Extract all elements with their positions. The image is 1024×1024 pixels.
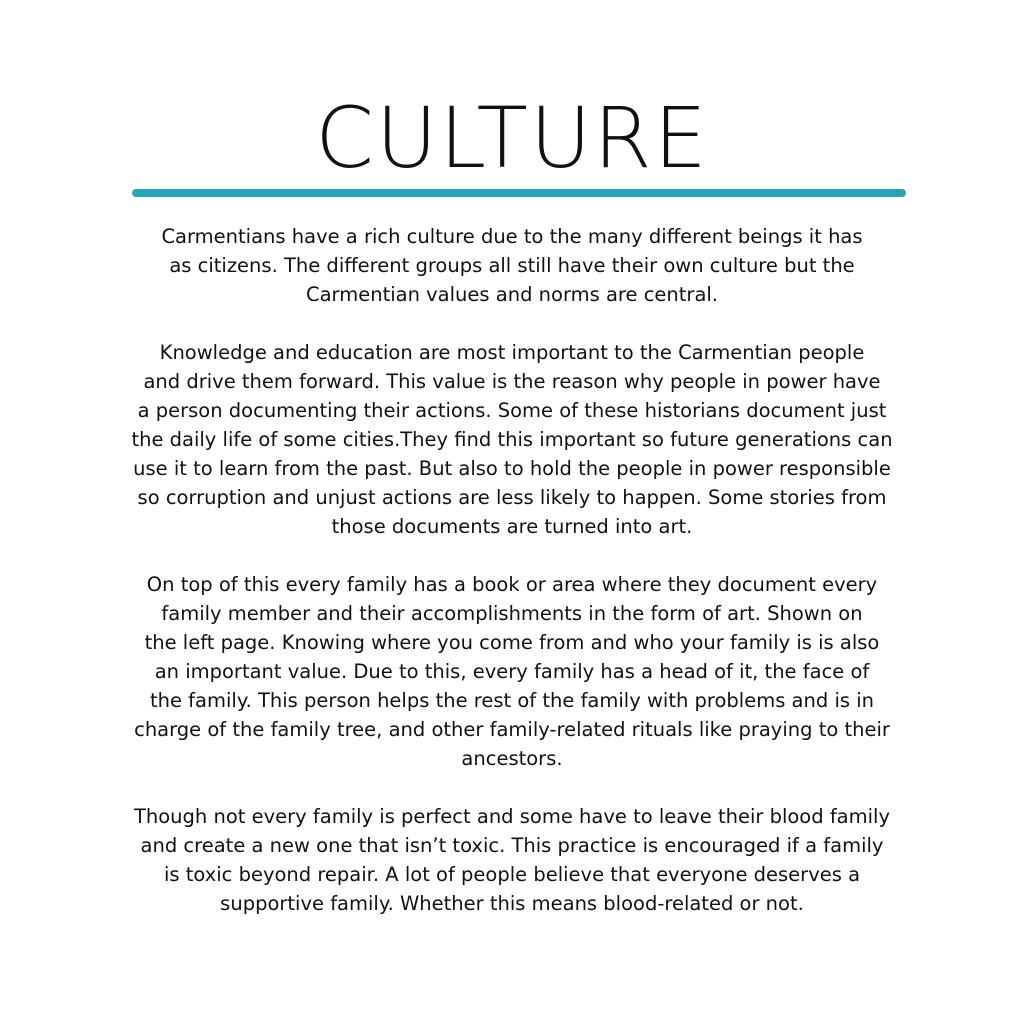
text-line: On top of this every family has a book or area where they document every: [146, 573, 878, 596]
text-line: and create a new one that isn’t toxic. This practice is encouraged if a family: [140, 834, 884, 857]
text-line: is toxic beyond repair. A lot of people believe that everyone deserves a: [163, 863, 861, 886]
text-line: the left page. Knowing where you come from and who your family is is also: [144, 631, 880, 654]
text-line: and drive them forward. This value is the reason why people in power have: [143, 370, 881, 393]
paragraph-intro: [96, 222, 928, 309]
page-title: CULTURE: [315, 89, 709, 187]
text-line: Knowledge and education are most important to the Carmentian people: [159, 341, 865, 364]
paragraph-family: [96, 570, 928, 773]
text-line: use it to learn from the past. But also to hold the people in power responsible: [133, 457, 891, 480]
text-line: an important value. Due to this, every family has a head of it, the face of: [154, 660, 870, 683]
text-line: a person documenting their actions. Some of these historians document just: [137, 399, 887, 422]
text-line: so corruption and unjust actions are less likely to happen. Some stories from: [137, 486, 887, 509]
title-underline: [132, 189, 906, 197]
text-line: Though not every family is perfect and some have to leave their blood family: [133, 805, 891, 828]
text-line: Carmentian values and norms are central.: [305, 283, 719, 306]
paragraph-knowledge: [96, 338, 928, 541]
text-line: ancestors.: [461, 747, 563, 770]
paragraph-chosen-family: [96, 802, 928, 918]
text-line: as citizens. The different groups all still have their own culture but the: [169, 254, 855, 277]
text-line: Carmentians have a rich culture due to the many different beings it has: [161, 225, 863, 248]
text-line: supportive family. Whether this means blood-related or not.: [220, 892, 804, 915]
text-line: family member and their accomplishments in the form of art. Shown on: [161, 602, 863, 625]
text-line: the daily life of some cities.They find this important so future generations can: [131, 428, 893, 451]
text-line: those documents are turned into art.: [331, 515, 693, 538]
body-text: [96, 222, 928, 947]
text-line: the family. This person helps the rest of the family with problems and is in: [149, 689, 874, 712]
text-line: charge of the family tree, and other family-related rituals like praying to their: [134, 718, 890, 741]
